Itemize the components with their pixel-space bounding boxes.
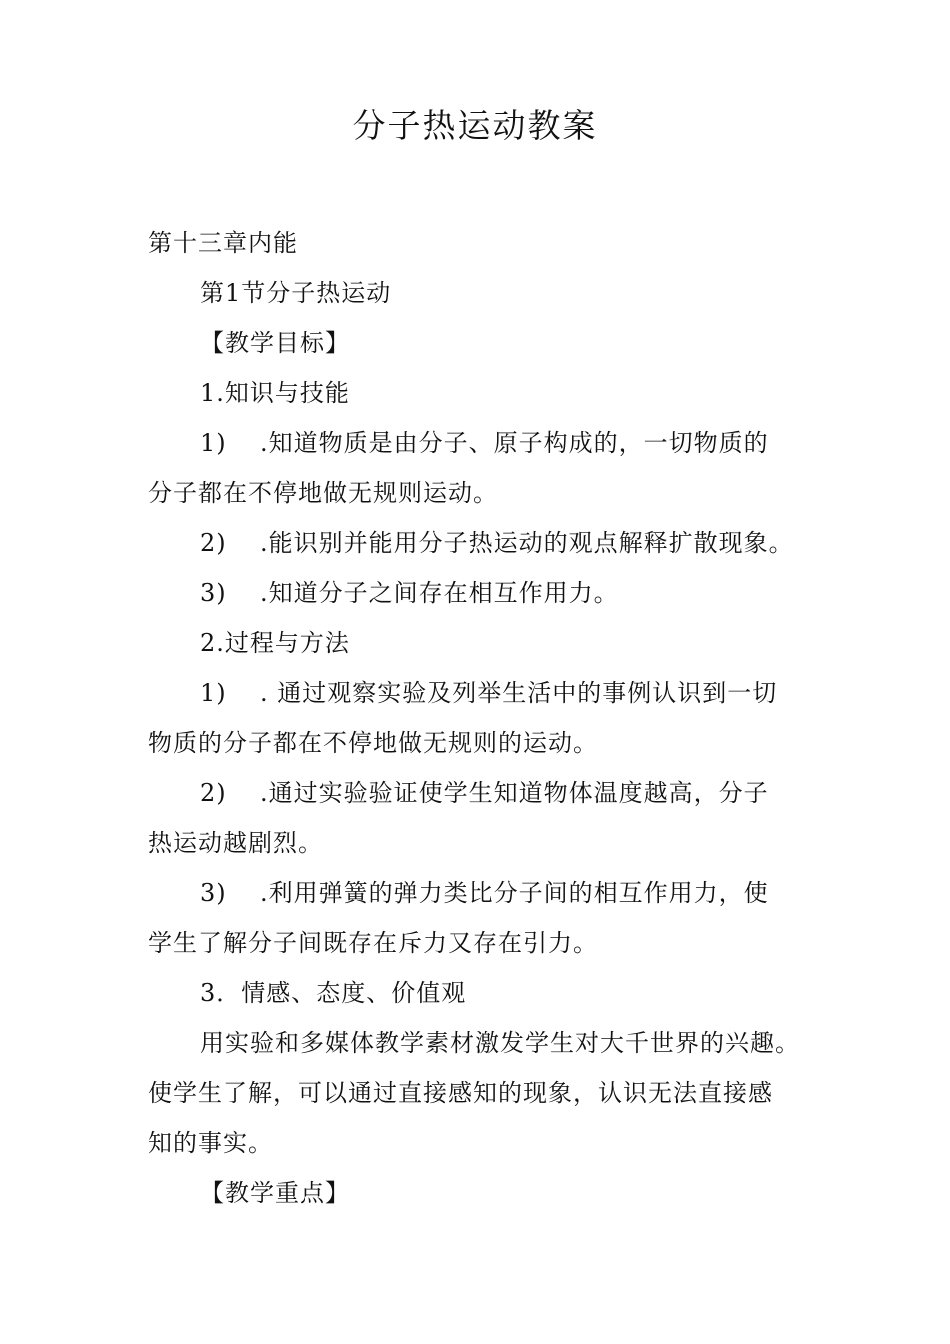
item-number: 1) (200, 429, 227, 457)
process-item-1-cont: 物质的分子都在不停地做无规则的运动。 (148, 729, 598, 757)
item-text: .知道物质是由分子、原子构成的，一切物质的 (260, 429, 769, 457)
item-number: 2) (200, 529, 227, 557)
process-item-2 (200, 778, 769, 808)
subheading-knowledge-skills: 1.知识与技能 (200, 379, 350, 407)
teaching-key-points-heading: 【教学重点】 (200, 1179, 350, 1207)
item-text: .能识别并能用分子热运动的观点解释扩散现象。 (260, 529, 794, 557)
document-title: 分子热运动教案 (352, 106, 598, 145)
process-item-3 (200, 878, 769, 908)
knowledge-item-1 (200, 428, 769, 458)
item-number: 2) (200, 779, 227, 807)
item-number: 3) (200, 579, 227, 607)
knowledge-item-2 (200, 528, 794, 558)
emotion-paragraph-line-2: 使学生了解，可以通过直接感知的现象，认识无法直接感 (148, 1079, 773, 1107)
teaching-goals-heading: 【教学目标】 (200, 329, 350, 357)
chapter-heading: 第十三章内能 (148, 229, 298, 257)
process-item-3-cont: 学生了解分子间既存在斥力又存在引力。 (148, 929, 598, 957)
process-item-1 (200, 678, 777, 708)
item-text: .通过实验验证使学生知道物体温度越高，分子 (260, 779, 769, 807)
item-text: .利用弹簧的弹力类比分子间的相互作用力，使 (260, 879, 769, 907)
knowledge-item-1-cont: 分子都在不停地做无规则运动。 (148, 479, 498, 507)
emotion-paragraph-line-1: 用实验和多媒体教学素材激发学生对大千世界的兴趣。 (200, 1029, 800, 1057)
subheading-process-method: 2.过程与方法 (200, 629, 350, 657)
item-text: .知道分子之间存在相互作用力。 (260, 579, 619, 607)
item-number: 3) (200, 879, 227, 907)
section-heading: 第1节分子热运动 (200, 279, 392, 307)
item-number: 1) (200, 679, 227, 707)
subheading-emotion-values: 3．情感、态度、价值观 (200, 979, 467, 1007)
knowledge-item-3 (200, 578, 619, 608)
process-item-2-cont: 热运动越剧烈。 (148, 829, 323, 857)
item-text: . 通过观察实验及列举生活中的事例认识到一切 (260, 679, 778, 707)
emotion-paragraph-line-3: 知的事实。 (148, 1129, 273, 1157)
